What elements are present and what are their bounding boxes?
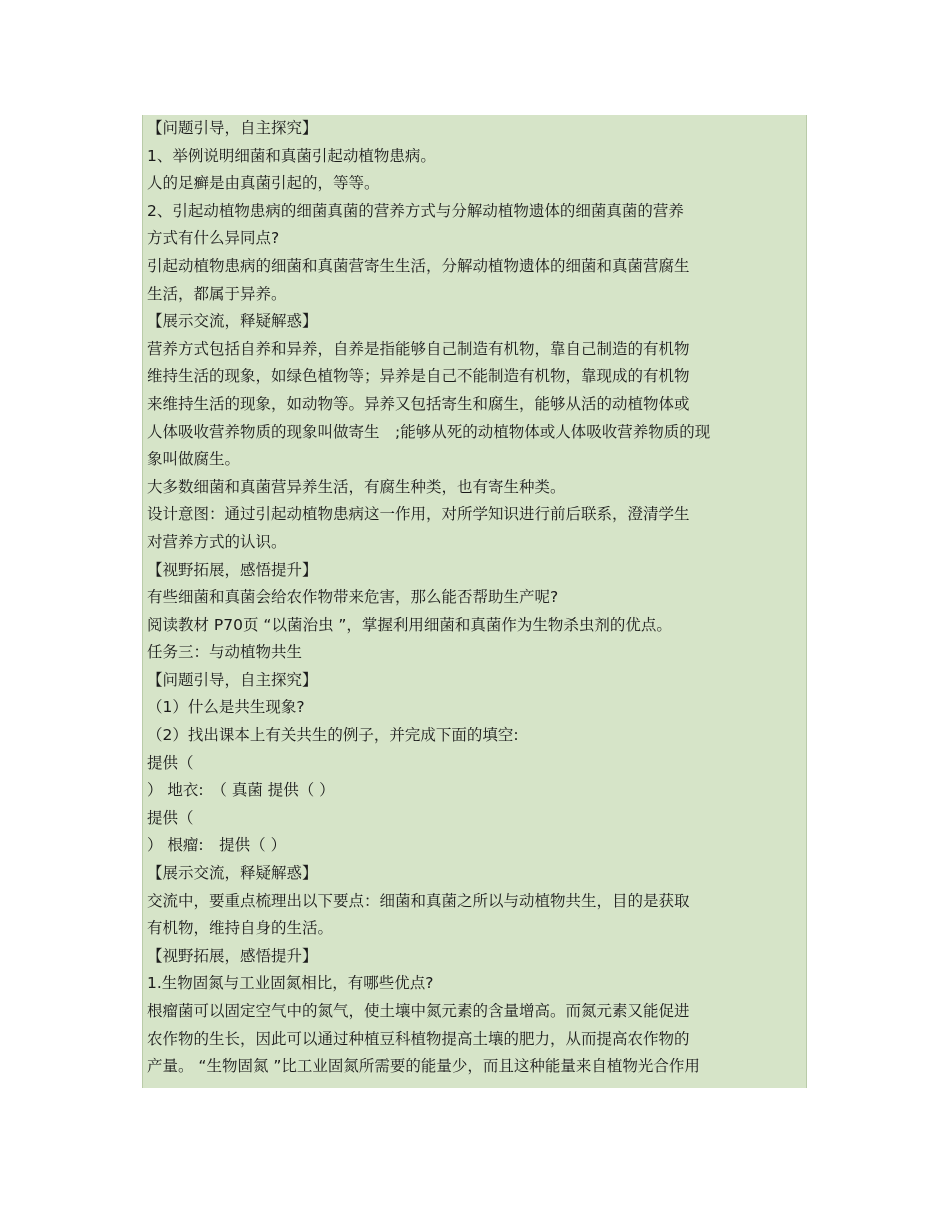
design-intent-text: 设计意图：通过引起动植物患病这一作用，对所学知识进行前后联系，澄清学生 [147,505,690,524]
section-heading: 【问题引导，自主探究】 [147,119,318,137]
fill-in-text: ） 根瘤: 提供（ ） [147,836,287,855]
task-heading: 任务三：与动植物共生 [147,643,303,662]
question-text: （1）什么是共生现象? [147,698,305,717]
body-text: 交流中，要重点梳理出以下要点：细菌和真菌之所以与动植物共生，目的是获取 [147,891,690,910]
answer-text: 产量。 “生物固氮 ”比工业固氮所需要的能量少，而且这种能量来自植物光合作用 [147,1057,700,1076]
answer-text: 引起动植物患病的细菌和真菌营寄生生活，分解动植物遗体的细菌和真菌营腐生 [147,256,690,275]
body-text: 来维持生活的现象，如动物等。异养又包括寄生和腐生，能够从活的动植物体或 [147,394,690,413]
answer-text: 农作物的生长，因此可以通过种植豆科植物提高土壤的肥力，从而提高农作物的 [147,1029,690,1048]
answer-text: 人的足癣是由真菌引起的，等等。 [147,174,380,193]
body-text: 阅读教材 P70页 “以菌治虫 ”，掌握利用细菌和真菌作为生物杀虫剂的优点。 [147,615,672,634]
content-panel [142,115,807,1088]
body-text: 有机物，维持自身的生活。 [147,919,334,938]
body-text: 大多数细菌和真菌营异养生活，有腐生种类，也有寄生种类。 [147,477,566,496]
body-text: 有些细菌和真菌会给农作物带来危害，那么能否帮助生产呢? [147,588,559,607]
body-text: 象叫做腐生。 [147,450,241,469]
section-heading: 【问题引导，自主探究】 [147,670,318,689]
text-block [147,115,806,1081]
body-text: 营养方式包括自养和异养，自养是指能够自己制造有机物，靠自己制造的有机物 [147,339,690,358]
section-heading: 【视野拓展，感悟提升】 [147,560,318,579]
answer-text: 根瘤菌可以固定空气中的氮气，使土壤中氮元素的含量增高。而氮元素又能促进 [147,1002,690,1020]
question-text: 方式有什么异同点? [147,229,280,248]
fill-in-text: 提供（ [147,753,194,772]
body-text: 人体吸收营养物质的现象叫做寄生 ;能够从死的动植物体或人体吸收营养物质的现 [147,422,711,441]
question-text: 1、举例说明细菌和真菌引起动植物患病。 [147,146,436,165]
fill-in-text: ） 地衣: （ 真菌 提供（ ） [147,781,335,800]
question-text: 2、引起动植物患病的细菌真菌的营养方式与分解动植物遗体的细菌真菌的营养 [147,201,684,220]
question-text: （2）找出课本上有关共生的例子，并完成下面的填空: [147,726,519,745]
section-heading: 【视野拓展，感悟提升】 [147,946,318,965]
design-intent-text: 对营养方式的认识。 [147,532,287,551]
body-text: 维持生活的现象，如绿色植物等；异养是自己不能制造有机物，靠现成的有机物 [147,367,690,386]
section-heading: 【展示交流，释疑解惑】 [147,864,318,883]
section-heading: 【展示交流，释疑解惑】 [147,312,318,331]
fill-in-text: 提供（ [147,808,194,827]
answer-text: 生活，都属于异养。 [147,284,287,303]
question-text: 1.生物固氮与工业固氮相比，有哪些优点? [147,974,434,993]
